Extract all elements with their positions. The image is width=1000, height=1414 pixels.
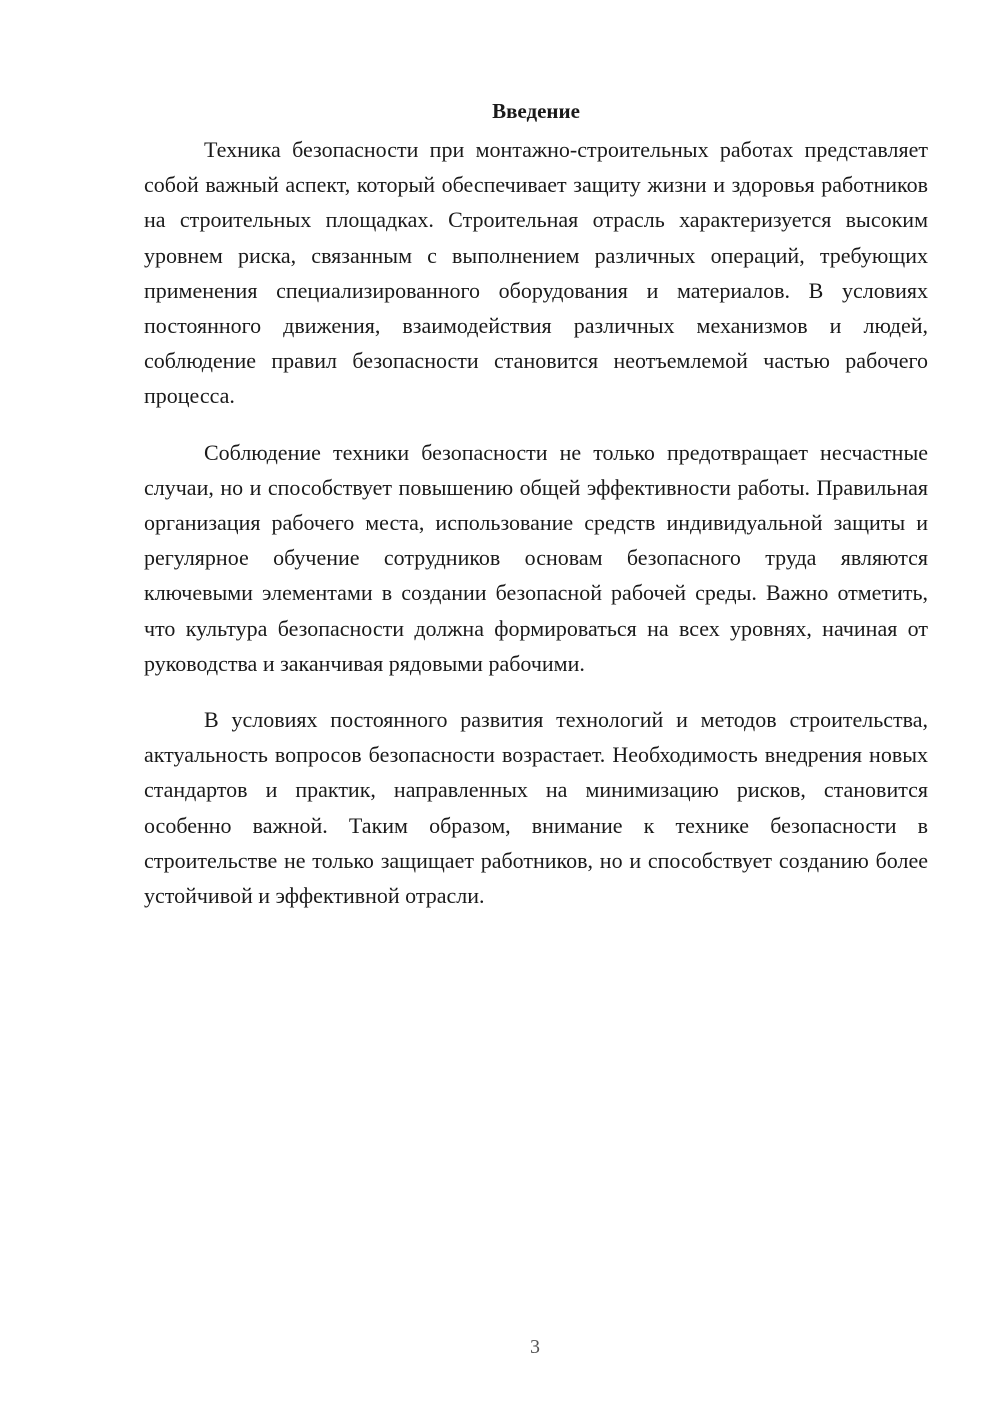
section-heading: Введение: [492, 99, 580, 123]
paragraph-3: В условиях постоянного развития технологий и методов строительства, актуальность вопросов безопасности возрастает. Необходимость внедрения новых стандартов и практик, направленных на минимизацию рисков, становится особенно важной. Таким образом, внимание к технике безопасности в строительстве не только защищает работников, но и способствует созданию более устойчивой и эффективной отрасли.: [144, 707, 928, 909]
paragraph-1: Техника безопасности при монтажно-строительных работах представляет собой важный аспект, который обеспечивает защиту жизни и здоровья работников на строительных площадках. Строительная отрасль характеризуется высоким уровнем риска, связанным с выполнением различных операций, требующих применения специализированного оборудования и материалов. В условиях постоянного движения, взаимодействия различных механизмов и людей, соблюдение правил безопасности становится неотъемлемой частью рабочего процесса.: [144, 137, 928, 409]
page-content: [144, 96, 928, 934]
page-number: 3: [530, 1336, 540, 1358]
paragraph-2: Соблюдение техники безопасности не только предотвращает несчастные случаи, но и способствует повышению общей эффективности работы. Правильная организация рабочего места, использование средств индивидуальной защиты и регулярное обучение сотрудников основам безопасного труда являются ключевыми элементами в создании безопасной рабочей среды. Важно отметить, что культура безопасности должна формироваться на всех уровнях, начиная от руководства и заканчивая рядовыми рабочими.: [144, 439, 928, 676]
